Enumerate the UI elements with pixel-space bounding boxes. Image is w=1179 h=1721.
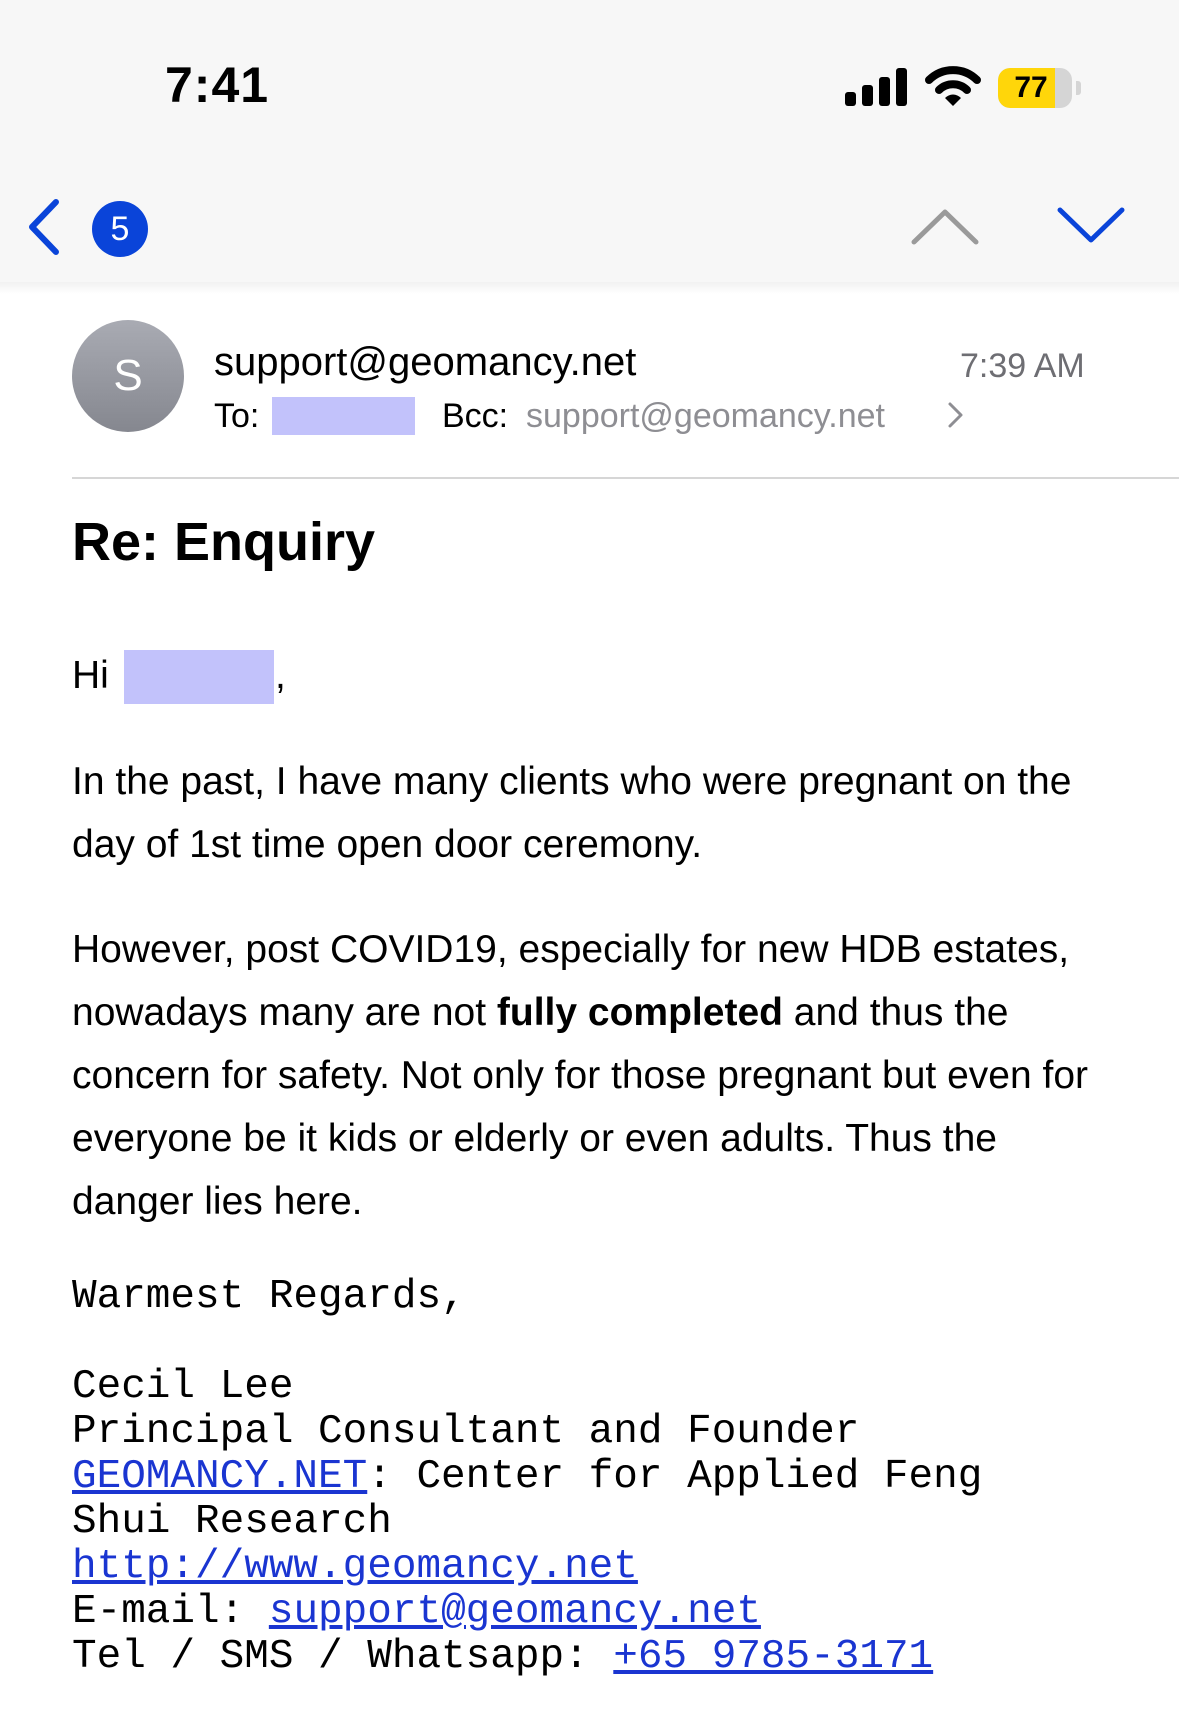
battery-percentage: 77 <box>1014 71 1048 104</box>
signature-email-line <box>72 1590 982 1635</box>
signature-org-line-2: Shui Research <box>72 1499 392 1545</box>
mail-nav-bar <box>0 150 1179 290</box>
unread-count-badge[interactable]: 5 <box>92 201 148 257</box>
wifi-icon <box>925 64 981 108</box>
bcc-address[interactable]: support@geomancy.net <box>526 397 885 435</box>
body-paragraph-1: In the past, I have many clients who were pregnant on the day of 1st time open door ceremony. <box>72 760 1072 866</box>
signature-name: Cecil Lee <box>72 1364 294 1410</box>
paragraph-2-bold: fully completed <box>496 991 783 1034</box>
battery-icon <box>998 68 1072 108</box>
chevron-right-icon[interactable] <box>946 400 966 430</box>
website-link[interactable]: http://www.geomancy.net <box>72 1544 638 1590</box>
body-paragraph-2 <box>72 918 1112 1233</box>
redacted-recipient <box>272 397 415 435</box>
to-label: To: <box>214 397 260 435</box>
received-time: 7:39 AM <box>960 347 1085 385</box>
phone-link[interactable]: +65 9785-3171 <box>613 1634 934 1680</box>
email-subject: Re: Enquiry <box>72 512 376 572</box>
chevron-down-icon[interactable] <box>1056 206 1126 246</box>
signature-phone-line <box>72 1635 982 1680</box>
org-link[interactable]: GEOMANCY.NET <box>72 1454 368 1500</box>
chevron-up-icon[interactable] <box>910 206 980 246</box>
email-link[interactable]: support@geomancy.net <box>268 1589 761 1635</box>
sender-avatar[interactable]: S <box>72 320 184 432</box>
greeting-comma: , <box>275 654 286 697</box>
email-label: E-mail: <box>72 1589 269 1635</box>
status-bar <box>0 0 1179 150</box>
signature-title: Principal Consultant and Founder <box>72 1409 860 1455</box>
signature-org-line <box>72 1455 982 1500</box>
signature-website-line <box>72 1545 982 1590</box>
redacted-name <box>124 650 274 704</box>
sender-address[interactable]: support@geomancy.net <box>214 340 637 384</box>
phone-label: Tel / SMS / Whatsapp: <box>72 1634 614 1680</box>
signature-regards: Warmest Regards, <box>72 1274 466 1320</box>
signature-block <box>72 1365 982 1680</box>
org-description: : Center for Applied Feng <box>367 1454 983 1500</box>
status-time: 7:41 <box>165 57 270 113</box>
cellular-signal-icon <box>845 68 907 106</box>
header-divider <box>72 477 1179 479</box>
greeting: Hi <box>72 654 109 697</box>
chevron-left-icon[interactable] <box>24 198 64 256</box>
paragraph-2-text-b: and thus the concern for safety. Not only for those pregnant but even for everyone be it kids or elderly or even adults. Thus the danger lies here. <box>72 991 1089 1223</box>
bcc-label: Bcc: <box>442 397 509 435</box>
paragraph-2-text-a: However, post COVID19, especially for new HDB estates, nowadays many are not <box>72 928 1070 1034</box>
